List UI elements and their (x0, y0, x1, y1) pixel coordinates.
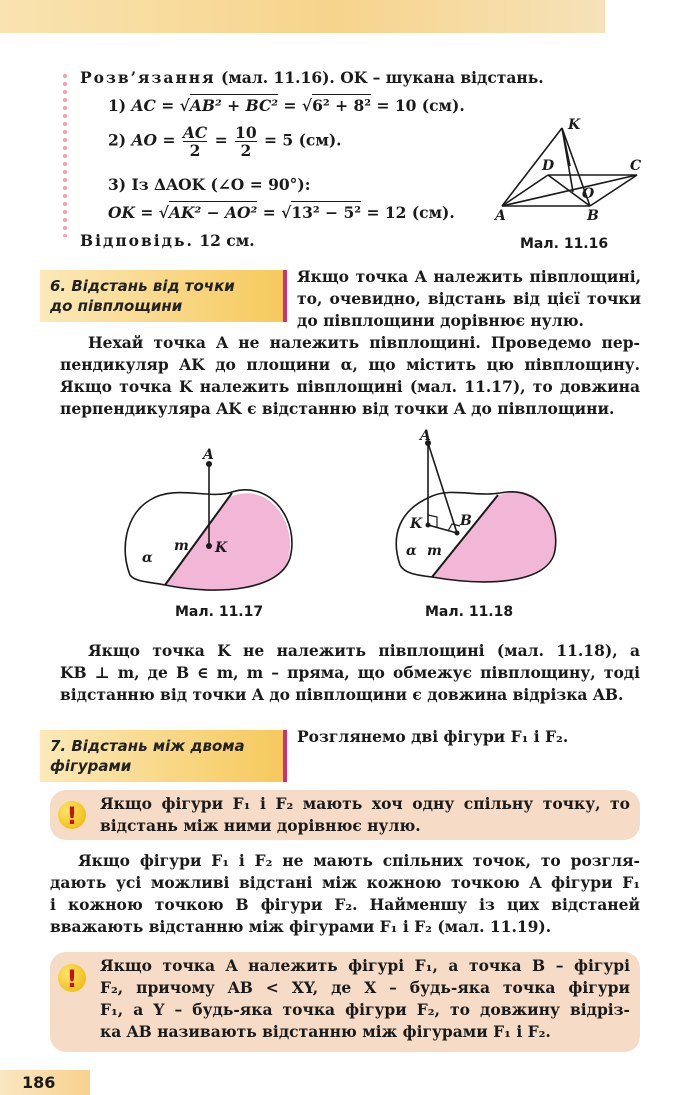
label-A: A (495, 208, 506, 223)
label-B: B (460, 513, 472, 529)
text-line: і кожною точкою B фігури F₂. Найменшу із цих відстаней (50, 895, 640, 914)
solution-intro (80, 68, 544, 87)
solution-label: Розв’язання (80, 68, 216, 87)
label-m: m (174, 538, 189, 554)
step-number: 2) (108, 130, 127, 150)
callout-box-2 (50, 952, 640, 1052)
text-line: Якщо фігури F₁ і F₂ мають хоч одну спільну точку, то (100, 794, 630, 813)
step-lhs: OK = (108, 203, 154, 222)
denominator: 2 (189, 141, 201, 160)
answer-label: Відповідь. (80, 231, 194, 250)
step-result: = 12 (см). (366, 203, 455, 222)
text-line: ка AB називають відстанню між фігурами F₁ і F₂. (100, 1022, 551, 1041)
heading-line: до півплощини (50, 297, 183, 315)
text-line: пендикуляр AK до площини α, що містить цю півплощину. (60, 355, 640, 374)
text-line: то, очевидно, відстань від цієї точки (297, 289, 641, 308)
callout-box-1 (50, 790, 640, 840)
step-2 (108, 124, 342, 159)
step-result: = 10 (см). (376, 96, 465, 115)
label-K: K (568, 117, 581, 133)
half-plane (432, 491, 555, 581)
section-6-heading (40, 270, 287, 322)
heading-line: 6. Відстань від точки (50, 277, 235, 295)
figure-11-17 (120, 440, 310, 595)
figure-11-16 (490, 108, 650, 223)
radicand: 13² − 5² (291, 203, 362, 222)
page-number: 186 (22, 1073, 56, 1092)
section-6-paragraph-1 (60, 332, 640, 420)
callout-1-text (100, 793, 630, 837)
segment-KB (428, 525, 457, 533)
text-line: Якщо точка A належить фігурі F₁, а точка B – фігурі (100, 956, 630, 975)
label-B: B (587, 208, 599, 223)
denominator: 2 (240, 141, 252, 160)
fraction (235, 124, 257, 159)
fraction (183, 124, 207, 159)
point-K (206, 543, 212, 549)
label-alpha: α (142, 550, 153, 566)
figure-11-18 (390, 425, 590, 595)
exclamation-icon: ! (58, 964, 86, 992)
radicand: AK² − AO² (168, 203, 258, 222)
section-7-heading (40, 730, 287, 782)
solution-dotted-rule (62, 72, 68, 237)
right-angle-mark-B (448, 524, 460, 531)
text-line: F₂, причому AB < XY, де X – будь-яка точка фігури (100, 978, 630, 997)
radicand: 6² + 8² (312, 96, 372, 115)
caption-11-17: Мал. 11.17 (175, 604, 264, 620)
text-line: вважають відстанню між фігурами F₁ і F₂ (мал. 11.19). (50, 917, 552, 936)
caption-11-16: Мал. 11.16 (520, 236, 609, 252)
text-line: Якщо фігури F₁ і F₂ не мають спільних точок, то розгля- (78, 851, 640, 870)
section-6-side-text (297, 266, 641, 332)
step-result: = 5 (см). (264, 130, 342, 150)
text-line: дають усі можливі відстані між кожною точкою A фігури F₁ (50, 873, 640, 892)
step-number: 1) (108, 96, 127, 115)
label-A: A (203, 447, 214, 463)
point-B (455, 531, 460, 536)
heading-line: 7. Відстань між двома (50, 737, 245, 755)
label-O: O (582, 186, 595, 202)
label-K: K (215, 540, 228, 556)
step-3: OK = √AK² − AO² = √13² − 5² = 12 (см). (108, 203, 455, 222)
step-3-head: 3) Із ΔAOK (∠O = 90°): (108, 175, 311, 194)
radicand: AB² + BC² (189, 96, 279, 115)
page-number-band (0, 1070, 90, 1095)
label-m: m (427, 543, 442, 559)
equals-sign: = (283, 96, 297, 115)
callout-2-text (100, 955, 630, 1043)
label-alpha: α (406, 543, 417, 559)
top-decor-band (0, 0, 605, 33)
step-lhs: AO = (131, 130, 176, 150)
text-line: відстань між ними дорівнює нулю. (100, 816, 421, 835)
text-line: Нехай точка A не належить півплощині. Проведемо пер- (88, 333, 640, 352)
label-D: D (542, 158, 555, 174)
text-line: перпендикуляра AK є відстанню від точки A до півплощини. (60, 399, 615, 418)
section-7-side-text: Розглянемо дві фігури F₁ і F₂. (297, 727, 569, 746)
heading-line: фігурами (50, 757, 132, 775)
numerator: AC (182, 123, 208, 142)
exclamation-icon: ! (58, 801, 86, 829)
text-line: до півплощини дорівнює нулю. (297, 311, 584, 330)
step-1: 1) AC = √AB² + BC² = √6² + 8² = 10 (см). (108, 96, 465, 115)
text-line: F₁, а Y – будь-яка точка фігури F₂, то довжину відріз- (100, 1000, 630, 1019)
segment-AB (428, 443, 457, 533)
section-7-paragraph (50, 850, 640, 938)
label-A: A (420, 428, 431, 444)
text-line: KB ⊥ m, де B ∈ m, m – пряма, що обмежує півплощину, тоді (60, 663, 640, 682)
answer-value: 12 см. (199, 231, 255, 250)
caption-11-18: Мал. 11.18 (425, 604, 514, 620)
text-line: Якщо точка K не належить півплощині (мал. 11.18), а (88, 641, 640, 660)
label-K: K (410, 516, 423, 532)
edge-KO (562, 128, 573, 192)
point-K (426, 523, 431, 528)
equals-sign: = (214, 130, 228, 150)
numerator: 10 (235, 123, 257, 142)
label-C: C (630, 158, 642, 174)
section-6-paragraph-2 (60, 640, 640, 706)
text-line: Якщо точка A належить півплощині, (297, 267, 641, 286)
answer (80, 231, 255, 250)
text-line: відстанню від точки A до півплощини є довжина відрізка AB. (60, 685, 624, 704)
step-lhs: AC = (131, 96, 175, 115)
text-line: Якщо точка K належить півплощині (мал. 11.17), то довжина (60, 377, 640, 396)
solution-intro-rest: (мал. 11.16). OK – шукана відстань. (221, 68, 544, 87)
equals-sign: = (262, 203, 276, 222)
